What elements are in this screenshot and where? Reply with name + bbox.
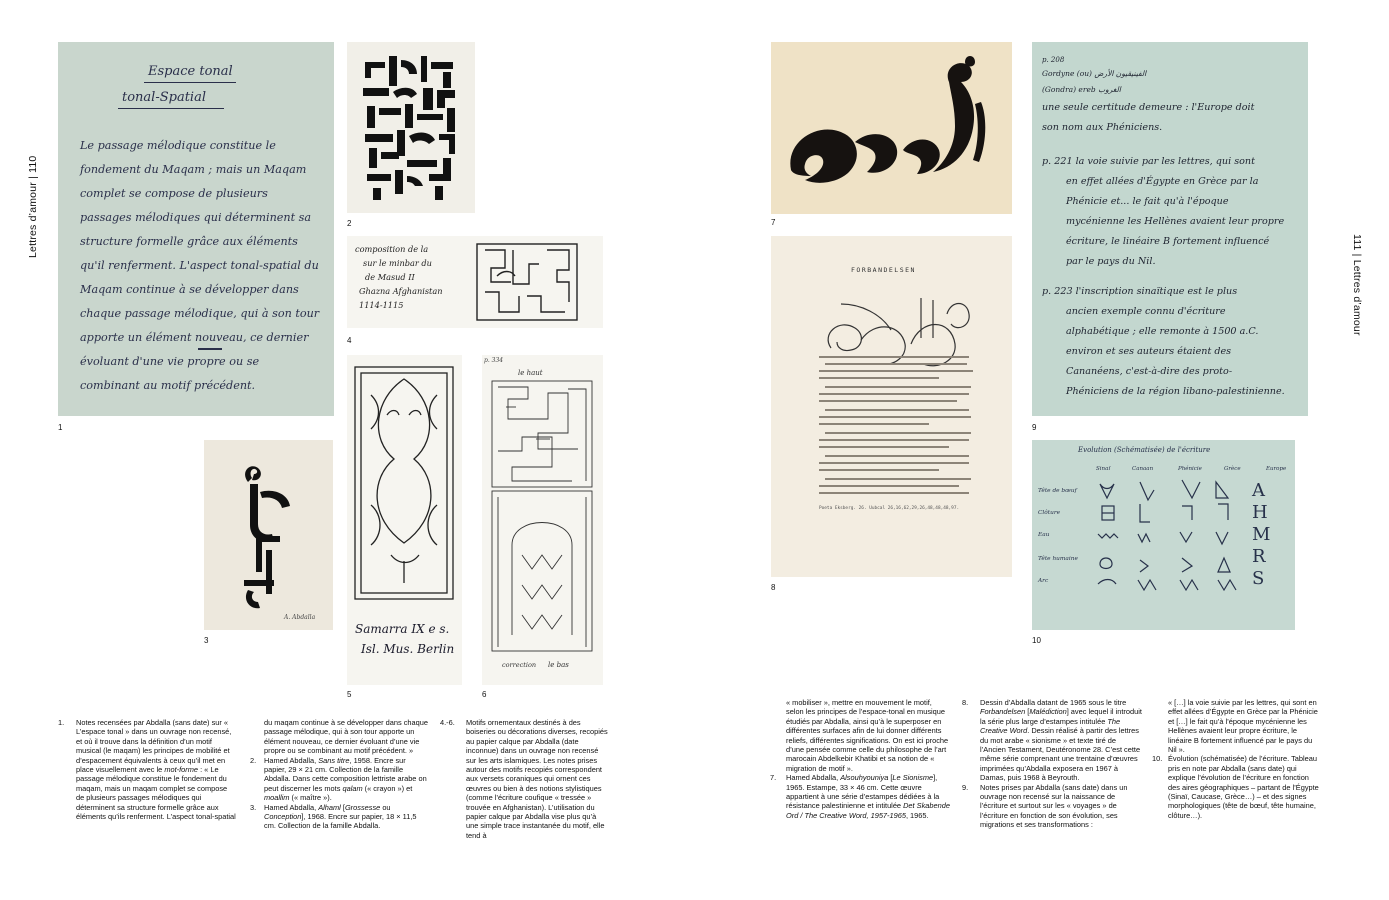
figure-1-text: Le passage mélodique constitue le fondement du Maqam ; mais un Maqam complet se compose de plusieurs passages mélodiques qui déterminent sa structure formelle grâce aux éléments qu'il renferment. L'aspect tonal-spatial du Maqam continue à se développer dans chaque passage mélodique, qui à son tour apporte un élément nouveau, ce dernier évoluant d'une vie propre ou se combinant au motif précédent.	[80, 139, 320, 392]
figure-6-ornament	[482, 355, 603, 685]
figure-10-col-head-1: Canaan	[1132, 466, 1154, 472]
figure-8-heading: FORBANDELSEN	[851, 266, 916, 274]
figure-9-line-7: Phénicie et... le fait qu'à l'époque	[1066, 196, 1229, 207]
figure-10-latin-4: S	[1252, 568, 1265, 589]
figure-10-row-4: Arc	[1038, 578, 1049, 584]
caption-2: 2. Hamed Abdalla, Sans titre, 1958. Encre sur papier, 29 × 21 cm. Collection de la famille Abdalla. Dans cette composition lettriste arabe on peut discerner les mots qalam (« crayon ») et moallim (« maître »).	[250, 755, 427, 803]
figure-3-number: 3	[204, 636, 209, 645]
figure-9-line-9: écriture, le linéaire B fortement influencé	[1066, 236, 1270, 247]
figure-5-samarra-tracing	[347, 355, 462, 685]
figure-10-row-0: Tête de bœuf	[1038, 488, 1077, 494]
figure-3-artwork	[204, 440, 333, 630]
caption-column-2	[250, 718, 428, 831]
caption-column-1	[58, 718, 236, 821]
figure-7-number: 7	[771, 218, 776, 227]
figure-8-number: 8	[771, 583, 776, 592]
figure-9-line-2: (Gondra) ereb الغروب	[1042, 85, 1121, 94]
figure-6-bottom-label2: le bas	[548, 661, 569, 669]
figure-9-line-14: environ et ses auteurs étaient des	[1066, 346, 1232, 357]
figure-1-number: 1	[58, 423, 63, 432]
figure-9-line-4: son nom aux Phéniciens.	[1042, 122, 1163, 133]
caption-9: 9. Notes prises par Abdalla (sans date) dans un ouvrage non recensé sur la naissance de l’écriture et surtout sur les « voyages » de l’écriture en fonction de son évolution, ses migrations et ses transformations :	[962, 782, 1128, 830]
figure-4-ornament	[347, 236, 603, 328]
figure-9-line-5: p. 221 la voie suivie par les lettres, qui sont	[1042, 156, 1255, 167]
figure-7-artwork	[771, 42, 1012, 214]
running-head-left: Lettres d’amour | 110	[27, 155, 39, 258]
figure-10-latin-0: A	[1252, 480, 1265, 501]
figure-10-latin-2: M	[1252, 524, 1271, 545]
figure-4-line4: Ghazna Afghanistan	[359, 286, 443, 296]
figure-6-top-label: le haut	[518, 369, 543, 377]
caption-8: 8. Dessin d’Abdalla datant de 1965 sous le titre Forbandelsen [Malédiction] avec lequel il introduit la série plus large d’estampes intitulée The Creative Word. Dessin réalisé à partir des lettres du mot arabe « sionisme » et texte tiré de l’Ancien Testament, Deutéronome 28. C’est cette même série comprenant une trentaine d’œuvres imprimées qu’Abdalla exposera en 1967 à Damas, puis 1968 à Beyrouth.	[962, 698, 1142, 783]
caption-column-4	[770, 698, 950, 820]
figure-9-line-3: une seule certitude demeure : l'Europe doit	[1042, 102, 1255, 113]
figure-9-line-1: Gordyne (ou) الفينيقيون الأرض	[1042, 69, 1147, 78]
figure-2-artwork	[347, 42, 475, 213]
figure-9-line-0: p. 208	[1042, 56, 1065, 64]
running-head-right: 111 | Lettres d’amour	[1351, 234, 1363, 336]
figure-5-line2: Isl. Mus. Berlin	[361, 642, 455, 656]
figure-10-col-head-3: Grèce	[1224, 466, 1241, 472]
figure-10-row-1: Clôture	[1038, 510, 1061, 516]
caption-column-3	[440, 718, 610, 840]
figure-9-line-15: Cananéens, c'est-à-dire des proto-	[1066, 366, 1233, 377]
figure-3-signature: A. Abdalla	[284, 614, 316, 621]
figure-10-row-2: Eau	[1038, 532, 1050, 538]
figure-9-line-10: par le pays du Nil.	[1066, 256, 1156, 267]
caption-7: 7. Hamed Abdalla, Alsouhyouniya [Le Sionisme], 1965. Estampe, 33 × 46 cm. Cette œuvre appartient à une série d’estampes dédiées à la résistance palestinienne et intitulée Det Skabende Ord / The Creative Word, 1957-1965, 1965.	[770, 773, 950, 820]
caption-3: 3. Hamed Abdalla, Alhaml [Grossesse ou Conception], 1968. Encre sur papier, 18 × 11,5 cm. Collection de la famille Abdalla.	[250, 802, 417, 831]
figure-6-kufic-tracing	[482, 355, 603, 685]
figure-4-line2: sur le minbar du	[363, 258, 432, 268]
caption-column-5	[962, 698, 1142, 830]
caption-4-6: 4.-6. Motifs ornementaux destinés à des boiseries ou décorations diverses, recopiés au papier calque par Abdalla (date inconnue) dans un ouvrage non recensé sur les arts islamiques. Les notes prises autour des motifs recopiés correspondent aux versets coraniques qui ornent ces œuvres ou bien à des notions stylistiques (comme l’écriture coufique « tressée » trouvée en Afghanistan). L’utilisation du papier calque par Abdalla vise plus qu’à une simple trace instantanée du motif, elle tend à	[440, 718, 608, 840]
figure-4-line3: de Masud II	[365, 272, 415, 282]
caption-column-6	[1152, 698, 1322, 820]
figure-4-line5: 1114-1115	[359, 300, 404, 310]
figure-3-alhaml	[204, 440, 333, 630]
figure-10-col-head-0: Sinaï	[1096, 466, 1111, 472]
figure-9-line-12: ancien exemple connu d'écriture	[1066, 306, 1226, 317]
figure-5-number: 5	[347, 690, 352, 699]
figure-10-title: Evolution (Schématisée) de l'écriture	[1078, 446, 1211, 454]
figure-4-number: 4	[347, 336, 352, 345]
figure-9-line-6: en effet allées d'Égypte en Grèce par la	[1066, 176, 1259, 187]
caption-1: 1. Notes recensées par Abdalla (sans date) sur « L’espace tonal » dans un ouvrage non recensé, et où il trouve dans la définition d’un motif musical (le maqam) les principes de mobilité et d’espacement équivalents à ceux qu’il met en place visuellement avec le mot-forme : « Le passage mélodique constitue le fondement du maqam, mais un maqam complet se compose de plusieurs passages mélodiques qui déterminent sa structure formelle grâce aux éléments qu’ils renferment. L’aspect tonal-spatial	[58, 718, 236, 822]
figure-10-latin-3: R	[1252, 546, 1266, 567]
figure-9-number: 9	[1032, 423, 1037, 432]
figure-8-signature: Poeta Eksberg. 26. Uubcal 26,16,62,29,26,48,48,48,97.	[819, 506, 960, 511]
figure-8-forbandelsen	[771, 236, 1012, 577]
figure-9-line-16: Phéniciens de la région libano-palestinienne.	[1066, 386, 1285, 397]
figure-10-latin-1: H	[1252, 502, 1268, 523]
figure-10-evolution-table	[1032, 440, 1295, 630]
caption-10: 10. Évolution (schématisée) de l’écriture. Tableau pris en note par Abdalla (sans date) qui explique l’évolution de l’écriture en fonction des aires géographiques – partant de l’Égypte (Sinaï, Caucase, Grèce…) – et des signes morphologiques (tête de bœuf, tête humaine, clôture…).	[1152, 754, 1319, 820]
figure-2-number: 2	[347, 219, 352, 228]
figure-9-line-8: mycénienne les Hellènes avaient leur propre	[1066, 216, 1285, 227]
figure-1-title-line2: tonal-Spatial	[122, 90, 206, 105]
figure-10-col-head-4: Europe	[1266, 466, 1287, 472]
figure-4-tracing-note	[347, 236, 603, 328]
figure-5-line1: Samarra IX e s.	[355, 622, 450, 636]
figure-2-lettrist-composition	[347, 42, 475, 213]
figure-7-alsouhyouniya	[771, 42, 1012, 214]
caption-4-6-continued: « mobiliser », mettre en mouvement le motif, selon les principes de l’espace-tonal en musique étudiés par Abdalla, ainsi qu’à le superposer en différentes surfaces afin de lui donner différents reliefs, différentes significations. On est ici proche d’une pensée comme celle du philosophe de l’art marocain Abdelkebir Khatibi et sa notion de « migration de motif ».	[786, 698, 949, 773]
figure-8-typed-lines	[771, 354, 1012, 504]
figure-1-title-line1: Espace tonal	[148, 64, 233, 79]
figure-6-number: 6	[482, 690, 487, 699]
figure-9-line-13: alphabétique ; elle remonte à 1500 a.C.	[1066, 326, 1259, 337]
figure-4-line1: composition de la	[355, 244, 429, 254]
figure-6-top-ref: p. 334	[484, 357, 504, 364]
figure-1-espace-tonal-note	[58, 42, 334, 416]
figure-9-line-11: p. 223 l'inscription sinaïtique est le plus	[1042, 286, 1238, 297]
caption-1-continued: du maqam continue à se développer dans chaque passage mélodique, qui à son tour apporte un élément nouveau, ce dernier évoluant d’une vie propre ou se combinant au motif précédent. »	[264, 718, 428, 756]
figure-6-bottom-label1: correction	[502, 661, 537, 669]
figure-10-row-3: Tête humaine	[1038, 556, 1078, 562]
figure-9-writing-notes	[1032, 42, 1308, 416]
figure-10-col-head-2: Phénicie	[1178, 466, 1202, 472]
caption-9-continued: « […] la voie suivie par les lettres, qui sont en effet allées d’Égypte en Grèce par la Phénicie et […] le fait qu’à l’époque mycénienne les Hellènes avaient leur propre écriture, le linéaire B fortement influencé par le pays du Nil ».	[1168, 698, 1318, 755]
figure-10-number: 10	[1032, 636, 1041, 645]
